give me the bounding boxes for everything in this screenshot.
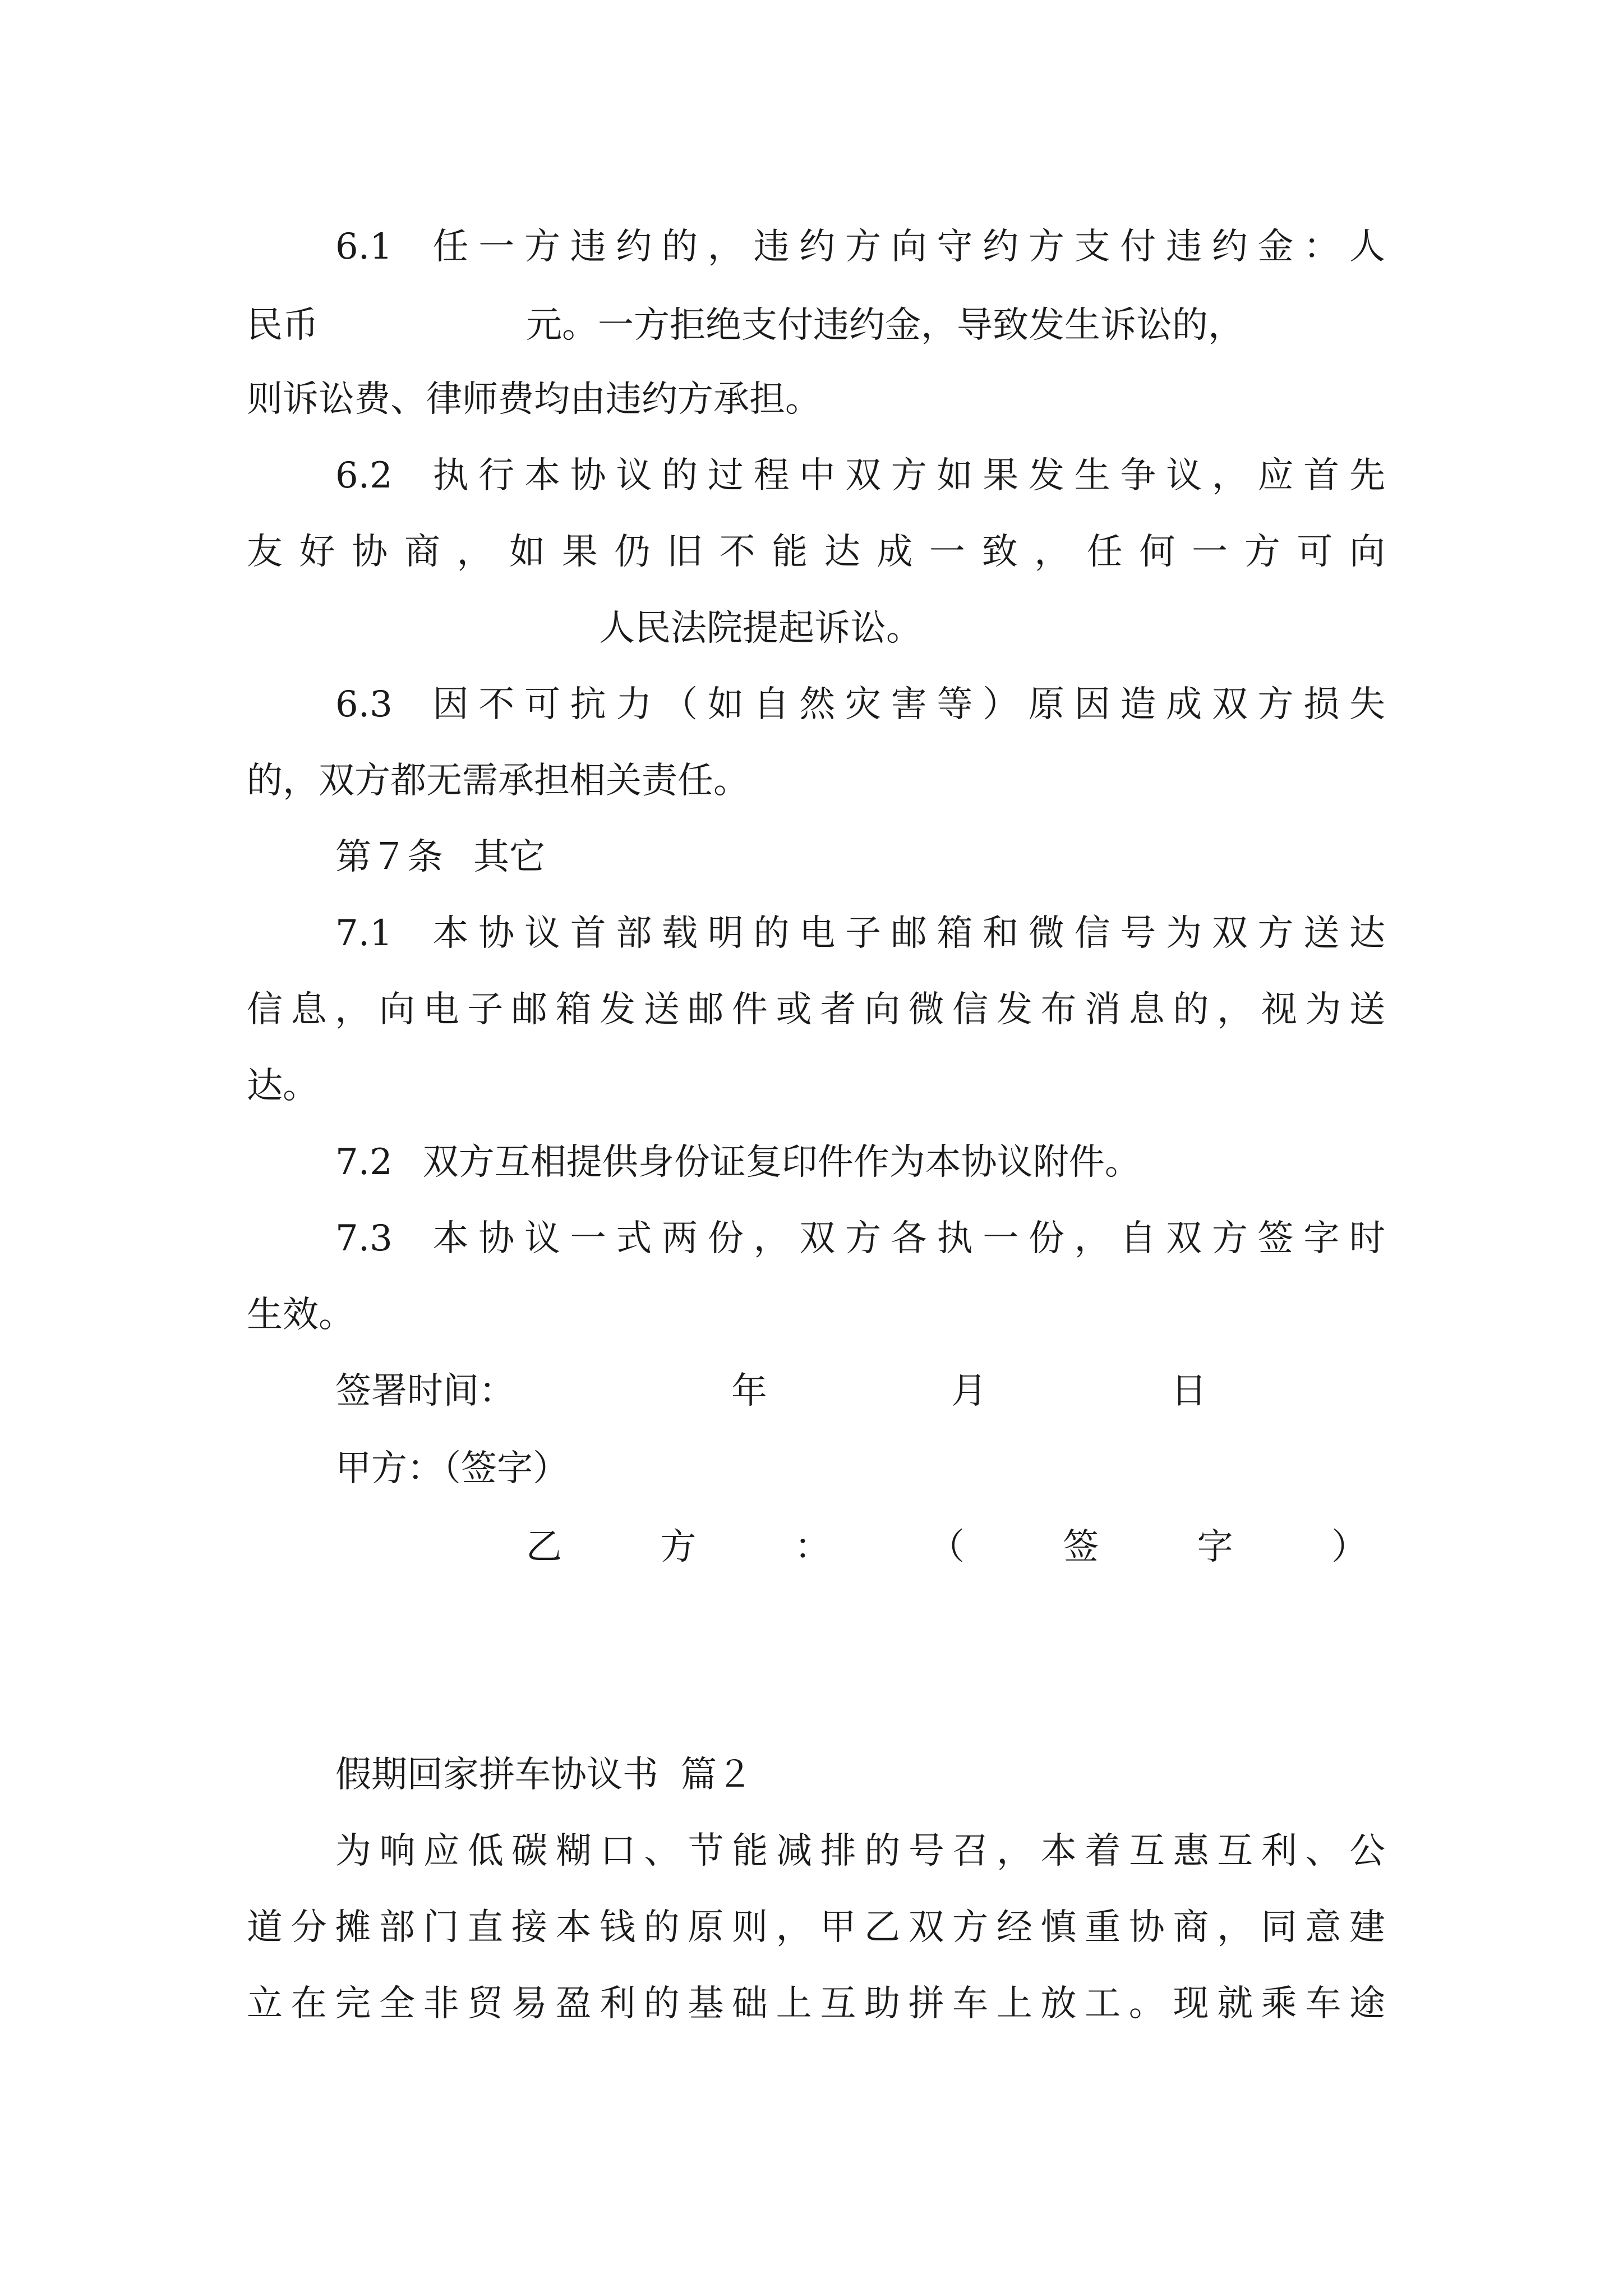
clause-7-3-line-2: 生效。	[247, 1294, 354, 1336]
clause-number: 6.1	[335, 226, 393, 268]
signing-month-label: 月	[951, 1370, 987, 1412]
clause-6-2-line-2: 友好协商，如果仍旧不能达成一致，任何一方可向	[247, 531, 1385, 573]
signing-day-label: 日	[1171, 1370, 1207, 1412]
party-b-signature-line: 乙 方 ： （ 签 字 ）	[526, 1526, 1367, 1568]
part-2-heading: 假期回家拼车协议书 篇２	[335, 1754, 753, 1796]
clause-number: 6.2	[335, 455, 393, 496]
clause-number: 7.3	[335, 1218, 393, 1259]
clause-7-3-line-1: 7.3 本协议一式两份，双方各执一份，自双方签字时	[335, 1218, 1385, 1259]
article-7-heading: 第７条 其它	[335, 836, 545, 878]
part-2-line-1: 为响应低碳糊口、节能减排的号召，本着互惠互利、公	[335, 1830, 1385, 1872]
clause-number: 7.2	[335, 1142, 393, 1183]
clause-6-2-line-3: 人民法院提起诉讼。	[599, 608, 922, 649]
clause-6-1-line-1: 6.1 任一方违约的，违约方向守约方支付违约金：人	[335, 226, 1385, 268]
clause-6-2-line-1: 6.2 执行本协议的过程中双方如果发生争议，应首先	[335, 455, 1385, 496]
clause-7-2-line-1: 7.2 双方互相提供身份证复印件作为本协议附件。	[335, 1142, 1141, 1183]
party-a-signature-line: 甲方：（签字）	[335, 1448, 569, 1489]
part-2-line-3: 立在完全非贸易盈利的基础上互助拼车上放工。现就乘车途	[247, 1983, 1385, 2024]
clause-6-1-line-3: 则诉讼费、律师费均由违约方承担。	[247, 379, 821, 420]
clause-7-1-line-1: 7.1 本协议首部载明的电子邮箱和微信号为双方送达	[335, 913, 1385, 954]
signing-date-label: 签署时间：	[335, 1370, 515, 1412]
clause-7-1-line-2: 信息，向电子邮箱发送邮件或者向微信发布消息的，视为送	[247, 989, 1385, 1030]
clause-7-1-line-3: 达。	[247, 1065, 319, 1107]
signing-year-label: 年	[731, 1370, 767, 1412]
clause-6-3-line-1: 6.3 因不可抗力（如自然灾害等）原因造成双方损失	[335, 684, 1385, 725]
clause-6-1-line-2: 民币 元。一方拒绝支付违约金，导致发生诉讼的，	[247, 305, 1244, 346]
clause-number: 6.3	[335, 684, 393, 725]
clause-6-3-line-2: 的，双方都无需承担相关责任。	[247, 760, 749, 802]
part-2-line-2: 道分摊部门直接本钱的原则，甲乙双方经慎重协商，同意建	[247, 1907, 1385, 1948]
clause-number: 7.1	[335, 913, 393, 954]
